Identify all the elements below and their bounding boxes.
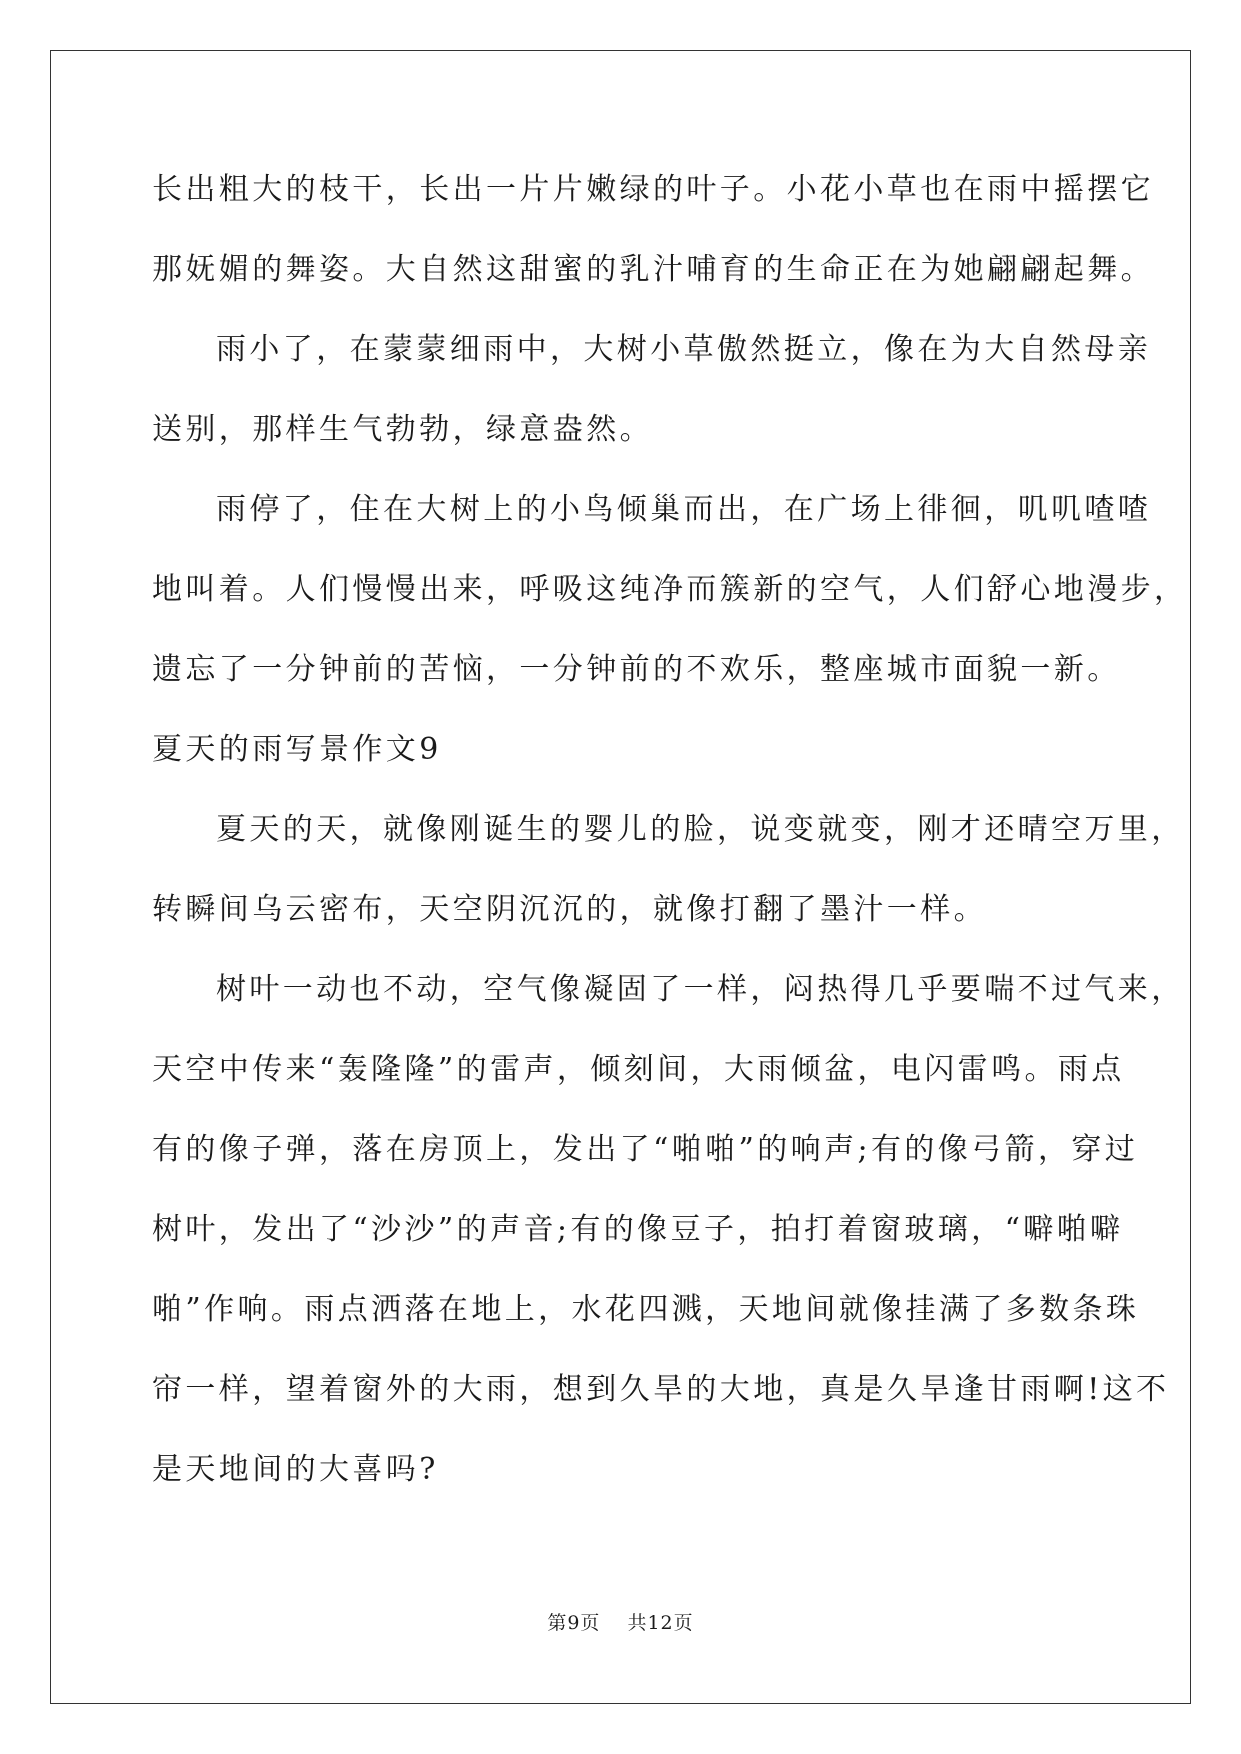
section-heading: 夏天的雨写景作文9 [152, 732, 442, 767]
text-line: 夏天的天，就像刚诞生的婴儿的脸，说变就变，刚才还晴空万里， [216, 812, 1185, 847]
text-line: 树叶，发出了“沙沙”的声音;有的像豆子，拍打着窗玻璃，“噼啪噼 [152, 1212, 1124, 1247]
text-line: 雨小了，在蒙蒙细雨中，大树小草傲然挺立，像在为大自然母亲 [216, 332, 1152, 367]
document-body [152, 160, 1188, 1520]
text-line: 雨停了，住在大树上的小鸟倾巢而出，在广场上徘徊，叽叽喳喳 [216, 492, 1152, 527]
text-line: 长出粗大的枝干，长出一片片嫩绿的叶子。小花小草也在雨中摇摆它 [152, 172, 1154, 207]
text-line: 是天地间的大喜吗? [152, 1452, 439, 1487]
text-line: 送别，那样生气勃勃，绿意盎然。 [152, 412, 653, 447]
text-line: 那妩媚的舞姿。大自然这甜蜜的乳汁哺育的生命正在为她翩翩起舞。 [152, 252, 1154, 287]
page-total: 共12页 [627, 1612, 694, 1634]
text-line: 遗忘了一分钟前的苦恼，一分钟前的不欢乐，整座城市面貌一新。 [152, 652, 1121, 687]
text-line: 地叫着。人们慢慢出来，呼吸这纯净而簇新的空气，人们舒心地漫步， [152, 572, 1188, 607]
text-line: 天空中传来“轰隆隆”的雷声，倾刻间，大雨倾盆，电闪雷鸣。雨点 [152, 1052, 1125, 1087]
page-footer [0, 1608, 1241, 1635]
text-line: 有的像子弹，落在房顶上，发出了“啪啪”的响声;有的像弓箭，穿过 [152, 1132, 1139, 1167]
text-line: 树叶一动也不动，空气像凝固了一样，闷热得几乎要喘不过气来， [216, 972, 1185, 1007]
text-line: 啪”作响。雨点洒落在地上，水花四溅，天地间就像挂满了多数条珠 [152, 1292, 1140, 1327]
page-number: 第9页 [547, 1612, 601, 1634]
text-line: 转瞬间乌云密布，天空阴沉沉的，就像打翻了墨汁一样。 [152, 892, 987, 927]
text-line: 帘一样，望着窗外的大雨，想到久旱的大地，真是久旱逢甘雨啊!这不 [152, 1372, 1170, 1407]
